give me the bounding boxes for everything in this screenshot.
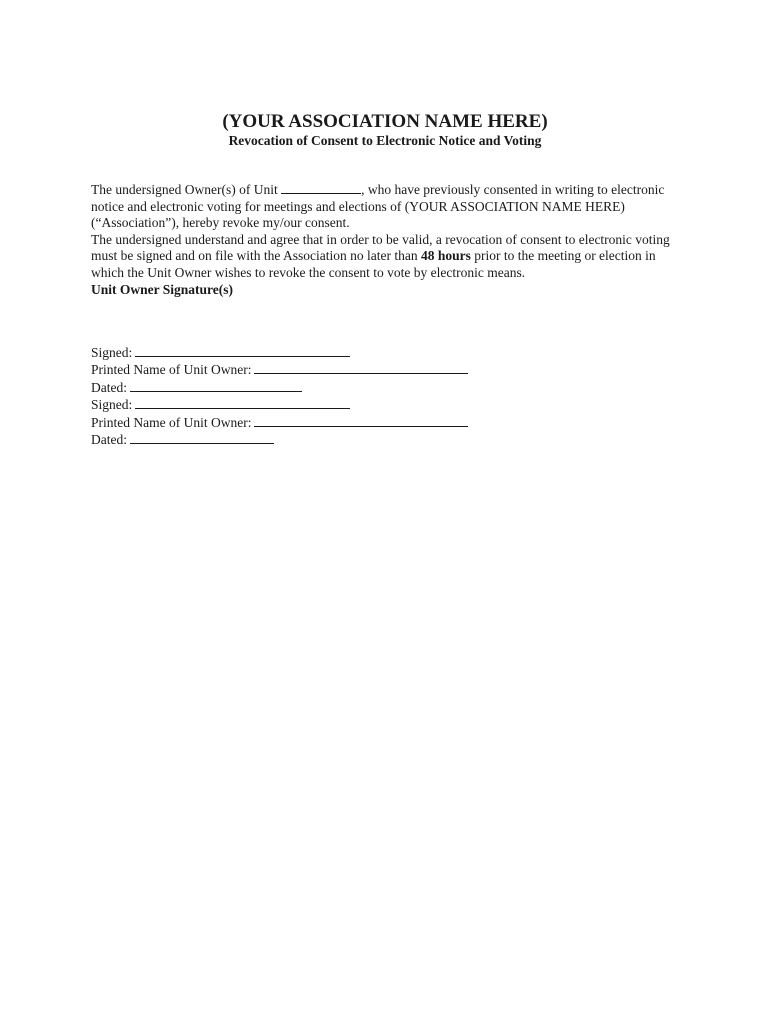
signature-line[interactable] — [135, 396, 350, 409]
signature-fields — [91, 344, 591, 448]
paragraph-text-end: , who have previously consented in writing to electronic notice and electronic voting for meetings and elections of (YOUR ASSOCIATION NAME HERE) (“Association”), hereby revoke my/our consent. — [91, 182, 665, 231]
signed-row-1 — [91, 344, 591, 361]
signed-label: Signed: — [91, 397, 133, 413]
validity-text-end: prior to the meeting or election in which the Unit Owner wishes to revoke the consent to vote by electronic means. — [91, 248, 656, 280]
dated-row-2 — [91, 431, 591, 448]
document-title: (YOUR ASSOCIATION NAME HERE) — [222, 111, 548, 132]
unit-number-blank[interactable] — [281, 181, 361, 194]
paragraph-text-start: The undersigned Owner(s) of Unit — [91, 182, 282, 197]
printed-name-row-2 — [91, 414, 591, 431]
printed-name-label: Printed Name of Unit Owner: — [91, 414, 252, 430]
signature-heading: Unit Owner Signature(s) — [91, 281, 234, 297]
signed-row-2 — [91, 396, 591, 413]
validity-text-start: The undersigned understand and agree that in order to be valid, a revocation of consent to electronic voting must be signed and on file with the Association no later than — [91, 231, 670, 264]
signed-label: Signed: — [91, 345, 133, 360]
signature-line[interactable] — [135, 344, 350, 357]
document-body — [91, 181, 671, 298]
dated-label: Dated: — [91, 432, 127, 448]
printed-name-line[interactable] — [254, 414, 468, 427]
document-subtitle: Revocation of Consent to Electronic Notice and Voting — [228, 133, 542, 148]
validity-paragraph — [91, 232, 671, 282]
printed-name-line[interactable] — [254, 361, 468, 374]
printed-name-row-1 — [91, 361, 591, 378]
date-line[interactable] — [130, 431, 274, 444]
printed-name-label: Printed Name of Unit Owner: — [91, 362, 252, 378]
dated-row-1 — [91, 379, 591, 396]
dated-label: Dated: — [91, 379, 127, 395]
deadline-hours: 48 hours — [420, 248, 471, 264]
revocation-paragraph — [91, 181, 671, 232]
date-line[interactable] — [130, 379, 302, 392]
